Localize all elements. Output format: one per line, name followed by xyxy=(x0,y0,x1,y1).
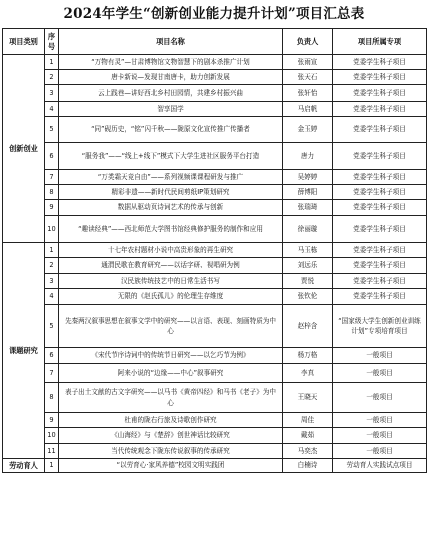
subproject-cell: 党委学生科子项目 xyxy=(333,243,427,258)
project-summary-table xyxy=(2,28,427,473)
subproject-cell: 党委学生科子项目 xyxy=(333,143,427,170)
table-row xyxy=(3,459,427,473)
seq-cell: 9 xyxy=(45,200,59,216)
category-cell: 课题研究 xyxy=(3,243,45,459)
seq-cell: 5 xyxy=(45,117,59,143)
table-row xyxy=(3,170,427,185)
project-name-cell: 十七年农村题材小说中高贵形象的再生研究 xyxy=(59,243,283,258)
seq-cell: 1 xyxy=(45,55,59,70)
seq-cell: 7 xyxy=(45,364,59,383)
subproject-cell: 一般项目 xyxy=(333,364,427,383)
project-name-cell: “以劳育心·家风养德”校园文明实践团 xyxy=(59,459,283,473)
subproject-cell: 党委学生科子项目 xyxy=(333,70,427,85)
project-name-cell: 《山海经》与《楚辞》创世神话比较研究 xyxy=(59,428,283,444)
seq-cell: 1 xyxy=(45,459,59,473)
seq-cell: 5 xyxy=(45,305,59,348)
project-name-cell: 唐卡新说—发现甘南唐卡，助力创新发展 xyxy=(59,70,283,85)
table-row xyxy=(3,348,427,364)
subproject-cell: 党委学生科子项目 xyxy=(333,289,427,305)
table-row xyxy=(3,185,427,200)
subproject-cell: 一般项目 xyxy=(333,348,427,364)
leader-cell: 贾悦 xyxy=(283,274,333,289)
leader-cell: 杨万格 xyxy=(283,348,333,364)
table-row xyxy=(3,70,427,85)
subproject-cell: 党委学生科子项目 xyxy=(333,170,427,185)
project-name-cell: “服务我”——“线上+线下”模式下大学生进社区服务平台打造 xyxy=(59,143,283,170)
table-row xyxy=(3,55,427,70)
table-row xyxy=(3,85,427,102)
seq-cell: 3 xyxy=(45,274,59,289)
seq-cell: 6 xyxy=(45,348,59,364)
leader-cell: 张天石 xyxy=(283,70,333,85)
subproject-cell: 一般项目 xyxy=(333,413,427,428)
subproject-cell: 党委学生科子项目 xyxy=(333,102,427,117)
table-row xyxy=(3,243,427,258)
project-name-cell: 杜甫的陇右行旅及诗歌创作研究 xyxy=(59,413,283,428)
seq-cell: 4 xyxy=(45,102,59,117)
leader-cell: 戴茹 xyxy=(283,428,333,444)
project-name-cell: 无限的《赵氏孤儿》的伦理生存维度 xyxy=(59,289,283,305)
header-subproject: 项目所属专项 xyxy=(333,29,427,55)
table-row xyxy=(3,274,427,289)
project-name-cell: 当代传统观念下陇东传说叙事的传承研究 xyxy=(59,444,283,459)
seq-cell: 10 xyxy=(45,216,59,243)
subproject-cell: 党委学生科子项目 xyxy=(333,185,427,200)
header-leader: 负责人 xyxy=(283,29,333,55)
table-body xyxy=(3,55,427,473)
table-row xyxy=(3,383,427,413)
leader-cell: 王晓天 xyxy=(283,383,333,413)
table-row xyxy=(3,216,427,243)
leader-cell: 张雨宣 xyxy=(283,55,333,70)
leader-cell: 马奕杰 xyxy=(283,444,333,459)
project-name-cell: 云上践巷—讲好西北乡村田园情，共建乡村振兴曲 xyxy=(59,85,283,102)
leader-cell: 金玉婷 xyxy=(283,117,333,143)
table-row xyxy=(3,444,427,459)
header-row xyxy=(3,29,427,55)
leader-cell: 马启帆 xyxy=(283,102,333,117)
subproject-cell: 劳动育人实践试点项目 xyxy=(333,459,427,473)
page-title: 2024年学生“创新创业能力提升计划”项目汇总表 xyxy=(63,6,365,22)
category-cell: 创新创业 xyxy=(3,55,45,243)
project-name-cell: “万物有灵”—甘肃博物馆文物智慧下的剧本杀推广计划 xyxy=(59,55,283,70)
seq-cell: 7 xyxy=(45,170,59,185)
header-name: 项目名称 xyxy=(59,29,283,55)
subproject-cell: 党委学生科子项目 xyxy=(333,274,427,289)
subproject-cell: 党委学生科子项目 xyxy=(333,117,427,143)
leader-cell: 徐丽璇 xyxy=(283,216,333,243)
leader-cell: 白楠诗 xyxy=(283,459,333,473)
leader-cell: 张轩怡 xyxy=(283,85,333,102)
table-row xyxy=(3,428,427,444)
project-name-cell: 表子出土文献的古文字研究——以马书《黄帝四经》和马书《老子》为中心 xyxy=(59,383,283,413)
project-name-cell: “趣读经典”——西北师范大学图书馆经典修护服务的制作和应用 xyxy=(59,216,283,243)
seq-cell: 6 xyxy=(45,143,59,170)
table-row xyxy=(3,364,427,383)
header-category: 项目类别 xyxy=(3,29,45,55)
category-cell: 劳动育人 xyxy=(3,459,45,473)
table-row xyxy=(3,143,427,170)
subproject-cell: 党委学生科子项目 xyxy=(333,216,427,243)
leader-cell: 薛博阳 xyxy=(283,185,333,200)
table-row xyxy=(3,305,427,348)
project-name-cell: 阿来小说的“边缘——中心”叙事研究 xyxy=(59,364,283,383)
table-row xyxy=(3,117,427,143)
seq-cell: 8 xyxy=(45,185,59,200)
leader-cell: 吴婷婷 xyxy=(283,170,333,185)
table-row xyxy=(3,102,427,117)
table-row xyxy=(3,200,427,216)
seq-cell: 8 xyxy=(45,383,59,413)
subproject-cell: 党委学生科子项目 xyxy=(333,200,427,216)
seq-cell: 10 xyxy=(45,428,59,444)
leader-cell: 李真 xyxy=(283,364,333,383)
project-name-cell: “万类霜天竞自由”——系列视频课课程研发与推广 xyxy=(59,170,283,185)
leader-cell: 张钦伦 xyxy=(283,289,333,305)
project-name-cell: 汉民族传统技艺中的日常生活书写 xyxy=(59,274,283,289)
leader-cell: 唐力 xyxy=(283,143,333,170)
leader-cell: 张瑞琦 xyxy=(283,200,333,216)
project-name-cell: 智享国学 xyxy=(59,102,283,117)
leader-cell: 马玉栋 xyxy=(283,243,333,258)
subproject-cell: 一般项目 xyxy=(333,444,427,459)
project-name-cell: “同”砚历史，“铭”闪千秋——陇原文化宣传推广传播者 xyxy=(59,117,283,143)
table-row xyxy=(3,289,427,305)
seq-cell: 2 xyxy=(45,70,59,85)
subproject-cell: 党委学生科子项目 xyxy=(333,85,427,102)
table-row xyxy=(3,413,427,428)
project-name-cell: 《宋代节序诗词中的传统节日研究——以乞巧节为例》 xyxy=(59,348,283,364)
seq-cell: 4 xyxy=(45,289,59,305)
leader-cell: 刘远乐 xyxy=(283,258,333,274)
seq-cell: 3 xyxy=(45,85,59,102)
project-name-cell: 先秦两汉叙事思想在叙事文学中的研究——以言语、表现、刻画特质为中心 xyxy=(59,305,283,348)
project-name-cell: 数据从驱动页诗词艺术的传承与创新 xyxy=(59,200,283,216)
subproject-cell: 党委学生科子项目 xyxy=(333,55,427,70)
subproject-cell: 党委学生科子项目 xyxy=(333,258,427,274)
seq-cell: 11 xyxy=(45,444,59,459)
subproject-cell: 一般项目 xyxy=(333,428,427,444)
seq-cell: 2 xyxy=(45,258,59,274)
project-name-cell: 精彩非遗——新时代民间剪纸IP策划研究 xyxy=(59,185,283,200)
table-row xyxy=(3,258,427,274)
seq-cell: 9 xyxy=(45,413,59,428)
seq-cell: 1 xyxy=(45,243,59,258)
subproject-cell: 一般项目 xyxy=(333,383,427,413)
header-seq: 序号 xyxy=(45,29,59,55)
subproject-cell: “国家级大学生创新创业训练计划”专项培育项目 xyxy=(333,305,427,348)
project-name-cell: 通渭民歌在教育研究——以话字研、视唱研为例 xyxy=(59,258,283,274)
leader-cell: 周佳 xyxy=(283,413,333,428)
leader-cell: 赵梓含 xyxy=(283,305,333,348)
